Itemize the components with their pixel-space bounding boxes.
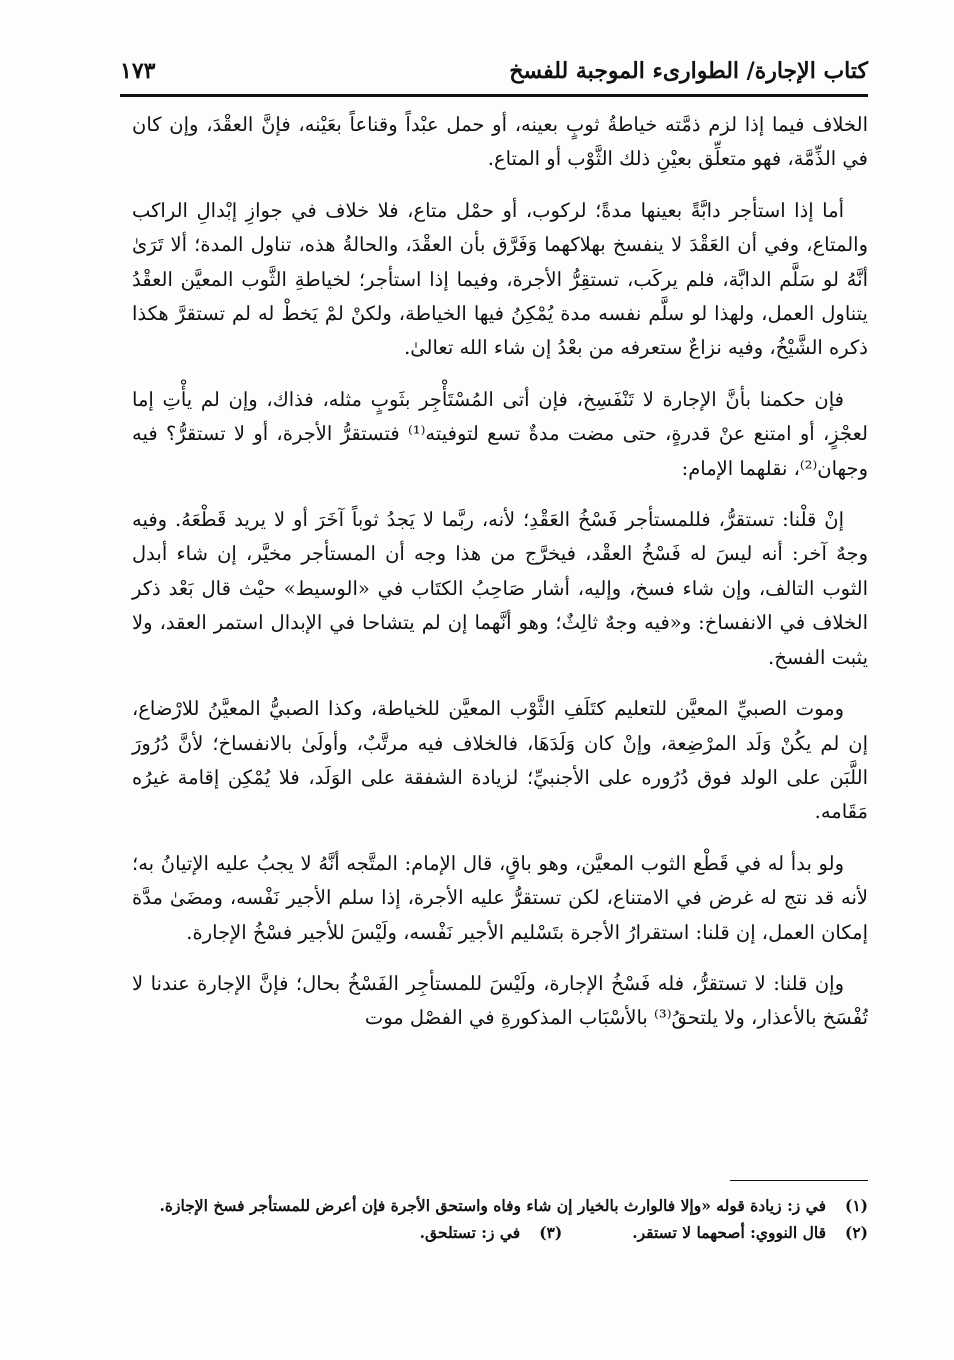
footnote-2 [632, 1219, 868, 1246]
paragraph: وإن قلنا: لا تستقرُّ، فله فَسْخُ الإجارة، ولَيْسَ للمستأجِر الفَسْخُ بحال؛ فإنَّ الإجارة عندنا لا تُفْسَخ بالأعذار، ولا يلتحقُ⁽³⁾ بالأسْبَاب المذكورةِ في الفصْل موت [132, 971, 868, 1030]
footnote-number: (٣) [539, 1223, 563, 1242]
paragraph: وموت الصبيِّ المعيَّن للتعليم كتَلَفِ الثَّوْب المعيَّن للخياطة، وكذا الصبيُّ المعيَّنُ للارْضاع، إن لم يكُنْ وَلَد المرْضِعة، وإنْ كان وَلَدَهَا، فالخلاف فيه مرتَّبٌ، وأولَىٰ بالانفساخ؛ لأنَّ دُرُورَ اللَّبَن على الولد فوق دُرُوره على الأجنبيِّ؛ لزيادة الشفقة على الوَلَد، فلا يُمْكِن إقامة غيرُه مَقَامه. [132, 697, 868, 824]
footnote-number: (٢) [844, 1223, 868, 1242]
paragraph: إنْ قلْنا: تستقرُّ، فللمستأجر فَسْخُ العَقْدِ؛ لأنه، ربَّما لا يَجدُ ثوباً آخَرَ أو لا يريد قَطْعَهُ. وفيه وجهٌ آخر: أنه ليسَ له فَسْخُ العقْد، فيخرَّج من هذا وجه أن المستأجر مخيَّر، إن شاء أبدل الثوب التالف، وإن شاء فسخ، وإليه، أشار صَاحِبُ الكتَاب في «الوسيط» حيْث قال بَعْد ذكر الخلاف في الانفساخ: و«فيه وجهٌ ثالِثٌ؛ وهو أنَّهما إن لم يتشاحا في الإبدال استمر العقد، ولا يثبت الفسخ. [132, 508, 868, 669]
footnotes [132, 1192, 868, 1246]
main-text [132, 108, 868, 1053]
paragraph: الخلاف فيما إذا لزم ذمَّته خياطةُ ثوبٍ بعينه، أو حمل عبْداً وقناعاً بعَيْنه، فإنَّ العقْدَ، وإن كان في الذِّمَّة، فهو متعلِّق بعيْنِ ذلك الثَّوْب أو المتاع. [132, 113, 868, 171]
footnote-1 [132, 1192, 868, 1219]
header-title: كتاب الإجارة/ الطوارىء الموجبة للفسخ [509, 58, 868, 84]
running-header [120, 52, 868, 92]
footnote-number: (١) [844, 1196, 868, 1215]
paragraph: ولو بدأ له في قَطْع الثوب المعيَّن، وهو باقٍ، قال الإمام: المتَّجه أنَّهُ لا يجبُ عليه الإتيانُ به؛ لأنه قد نتج له غرض في الامتناع، لكن تستقرُّ عليه الأجرة، إذا سلم الأجير نَفْسه، ومضَىٰ مدَّة إمكان العمل، إن قلنا: استقرارُ الأجرة بتَسْليم الأجير نَفْسه، ولَيْسَ للأجير فسْخُ الإجارة. [132, 851, 868, 944]
footnote-rule [730, 1180, 868, 1181]
footnote-row [132, 1219, 868, 1246]
page-number: ١٧٣ [120, 58, 156, 84]
footnote-text: قال النووي: أصحهما لا تستقر. [632, 1223, 826, 1242]
paragraph: أما إذا استأجر دابَّةً بعينها مدةً؛ لركوب، أو حمْل متاع، فلا خلاف في جوازِ إبْدالِ الراكب والمتاع، وفي أن العَقْدَ لا ينفسخ بهلاكهما وَفَرَّق بأن العقْدَ، والحالةُ هذه، تناول المدة؛ ألا تَرَىٰ أنَّهُ لو سَلَّم الدابَّة، فلم يركَب، تستقِرُّ الأجرة، وفيما إذا استأجر؛ لخياطةِ الثَّوب المعيَّن العقْدُ يتناول العمل، ولهذا لو سلَّم نفسه مدة يُمْكِنُ فيها الخياطة، ولكنْ لمْ يَخطْ له لم تستقرَّ هكذا ذكره الشَّيْخُ، وفيه نزاعٌ ستعرفه من بعْدُ إن شاء الله تعالىٰ. [132, 198, 868, 360]
footnote-text: في ز: زيادة قوله «وإلا فالوارث بالخيار إن شاء وفاه واستحق الأجرة فإن أعرض للمستأجر فسخ الإجازة. [159, 1196, 826, 1215]
footnote-3 [420, 1219, 563, 1246]
footnote-text: في ز: تستلحق. [419, 1223, 521, 1242]
header-rule [120, 94, 868, 97]
paragraph: فإن حكمنا بأنَّ الإجارة لا تَنْفَسِخ، فإن أتى المُسْتَأْجِر بثَوبٍ مثله، فذاك، وإن لم يأْتِ إما لعجْزٍ، أو امتنع عنْ قدرةٍ، حتى مضت مدةٌ تسع لتوفيته⁽¹⁾ فتستقرُّ الأجرة، أو لا تستقرُّ؟ فيه وجهان⁽²⁾، نقلهما الإمام: [132, 387, 868, 480]
